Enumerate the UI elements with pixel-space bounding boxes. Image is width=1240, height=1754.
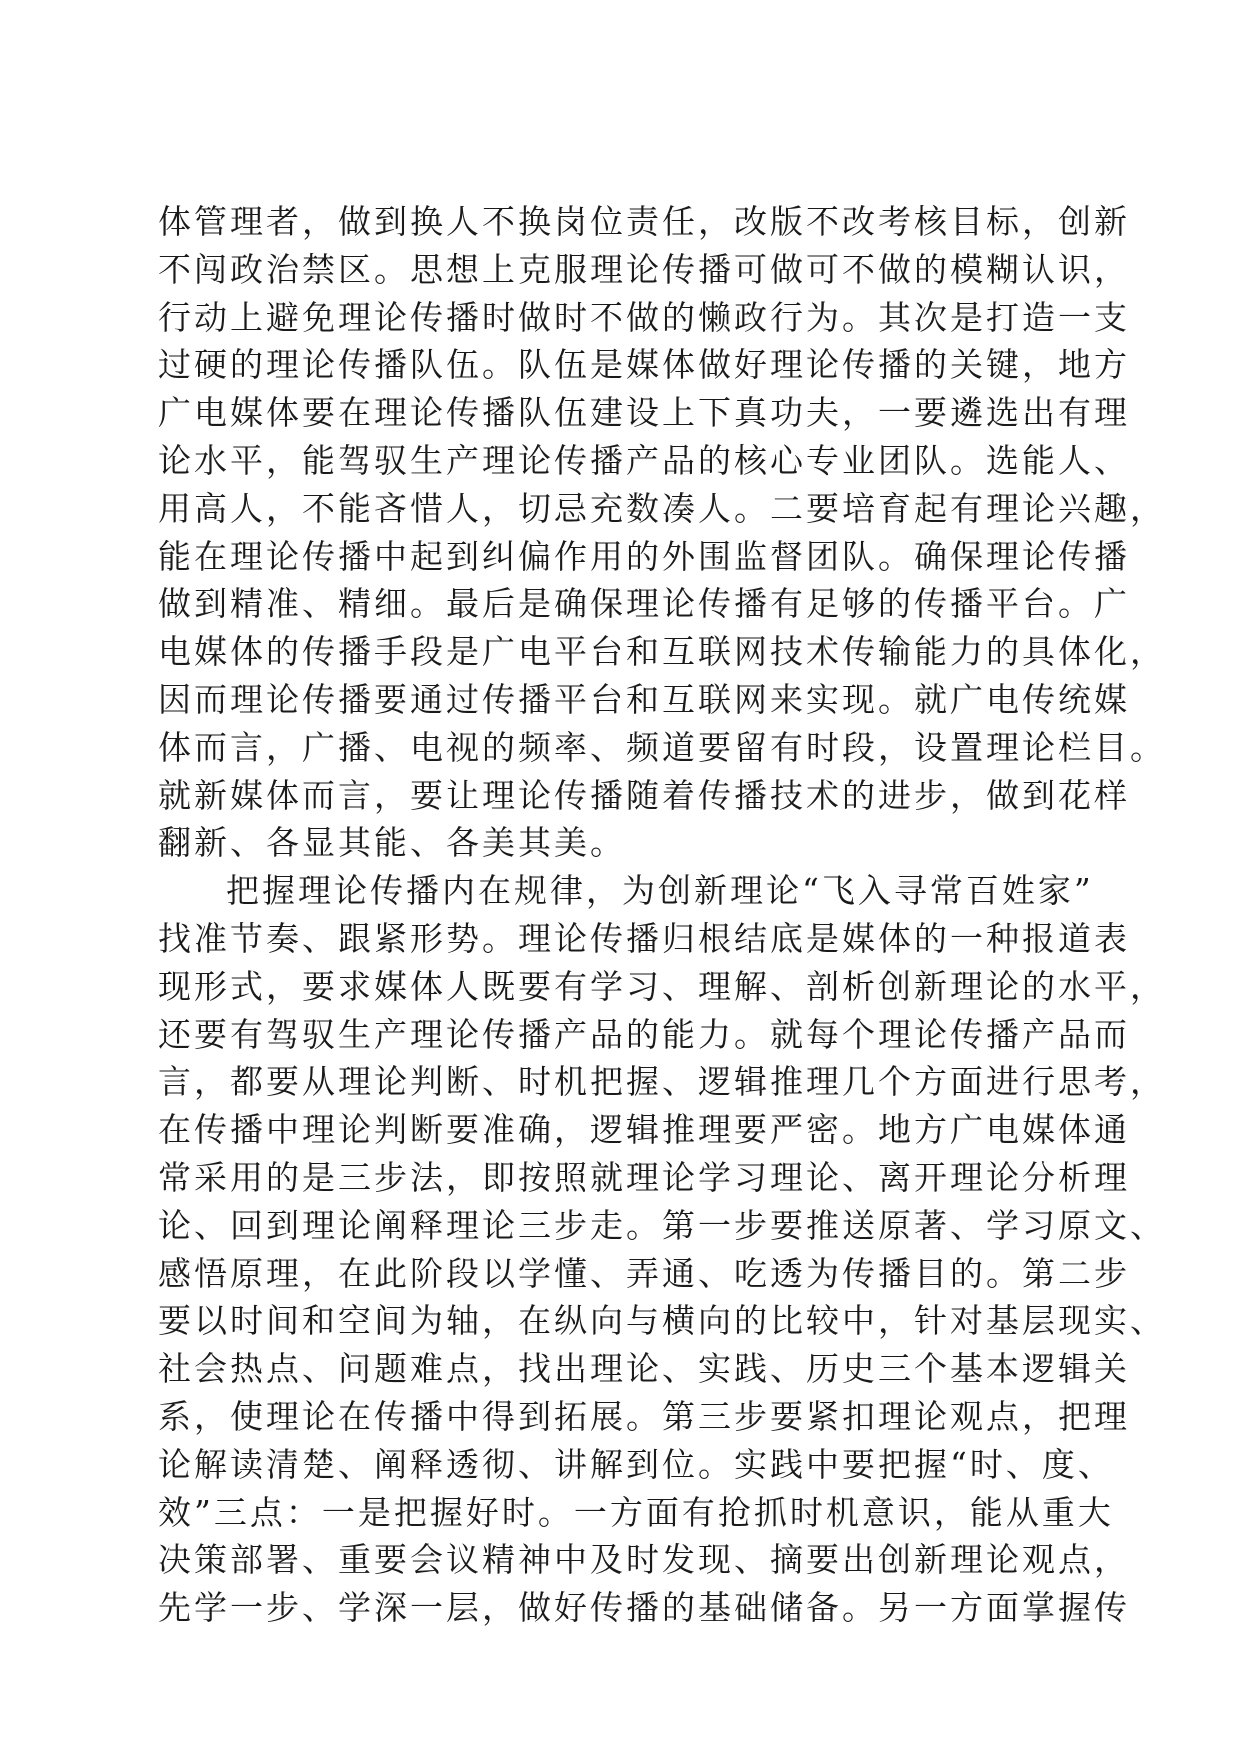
text-line: 过硬的理论传播队伍。队伍是媒体做好理论传播的关键，地方	[158, 345, 1130, 385]
text-line: 先学一步、学深一层，做好传播的基础储备。另一方面掌握传	[158, 1588, 1130, 1628]
text-line: 言，都要从理论判断、时机把握、逻辑推理几个方面进行思考，	[158, 1062, 1166, 1102]
text-line: 还要有驾驭生产理论传播产品的能力。就每个理论传播产品而	[158, 1014, 1130, 1054]
text-line: 论水平，能驾驭生产理论传播产品的核心专业团队。选能人、	[158, 440, 1130, 480]
text-line: 现形式，要求媒体人既要有学习、理解、剖析创新理论的水平，	[158, 966, 1166, 1006]
text-line: 社会热点、问题难点，找出理论、实践、历史三个基本逻辑关	[158, 1349, 1130, 1389]
text-line: 效”三点：一是把握好时。一方面有抢抓时机意识，能从重大	[158, 1492, 1114, 1532]
text-line: 体而言，广播、电视的频率、频道要留有时段，设置理论栏目。	[158, 727, 1166, 767]
text-line: 能在理论传播中起到纠偏作用的外围监督团队。确保理论传播	[158, 536, 1130, 576]
paragraph-start-line: 把握理论传播内在规律，为创新理论“飞入寻常百姓家”	[226, 871, 1094, 911]
text-line: 不闯政治禁区。思想上克服理论传播可做可不做的模糊认识，	[158, 249, 1130, 289]
text-line: 广电媒体要在理论传播队伍建设上下真功夫，一要遴选出有理	[158, 393, 1130, 433]
text-line: 常采用的是三步法，即按照就理论学习理论、离开理论分析理	[158, 1157, 1130, 1197]
text-line: 用高人，不能吝惜人，切忌充数凑人。二要培育起有理论兴趣，	[158, 488, 1166, 528]
body-text	[158, 198, 1166, 1632]
text-line: 论解读清楚、阐释透彻、讲解到位。实践中要把握“时、度、	[158, 1444, 1114, 1484]
text-line: 行动上避免理论传播时做时不做的懒政行为。其次是打造一支	[158, 297, 1130, 337]
text-line: 电媒体的传播手段是广电平台和互联网技术传输能力的具体化，	[158, 632, 1166, 672]
text-line: 做到精准、精细。最后是确保理论传播有足够的传播平台。广	[158, 584, 1130, 624]
text-line: 感悟原理，在此阶段以学懂、弄通、吃透为传播目的。第二步	[158, 1253, 1130, 1293]
text-line: 在传播中理论判断要准确，逻辑推理要严密。地方广电媒体通	[158, 1110, 1130, 1150]
text-line: 就新媒体而言，要让理论传播随着传播技术的进步，做到花样	[158, 775, 1130, 815]
text-line: 论、回到理论阐释理论三步走。第一步要推送原著、学习原文、	[158, 1205, 1166, 1245]
text-line: 系，使理论在传播中得到拓展。第三步要紧扣理论观点，把理	[158, 1396, 1130, 1436]
text-line: 决策部署、重要会议精神中及时发现、摘要出创新理论观点，	[158, 1540, 1130, 1580]
text-line: 体管理者，做到换人不换岗位责任，改版不改考核目标，创新	[158, 202, 1130, 241]
text-line: 要以时间和空间为轴，在纵向与横向的比较中，针对基层现实、	[158, 1301, 1166, 1341]
text-line: 找准节奏、跟紧形势。理论传播归根结底是媒体的一种报道表	[158, 918, 1130, 958]
text-line: 因而理论传播要通过传播平台和互联网来实现。就广电传统媒	[158, 679, 1130, 719]
text-line: 翻新、各显其能、各美其美。	[158, 823, 626, 863]
